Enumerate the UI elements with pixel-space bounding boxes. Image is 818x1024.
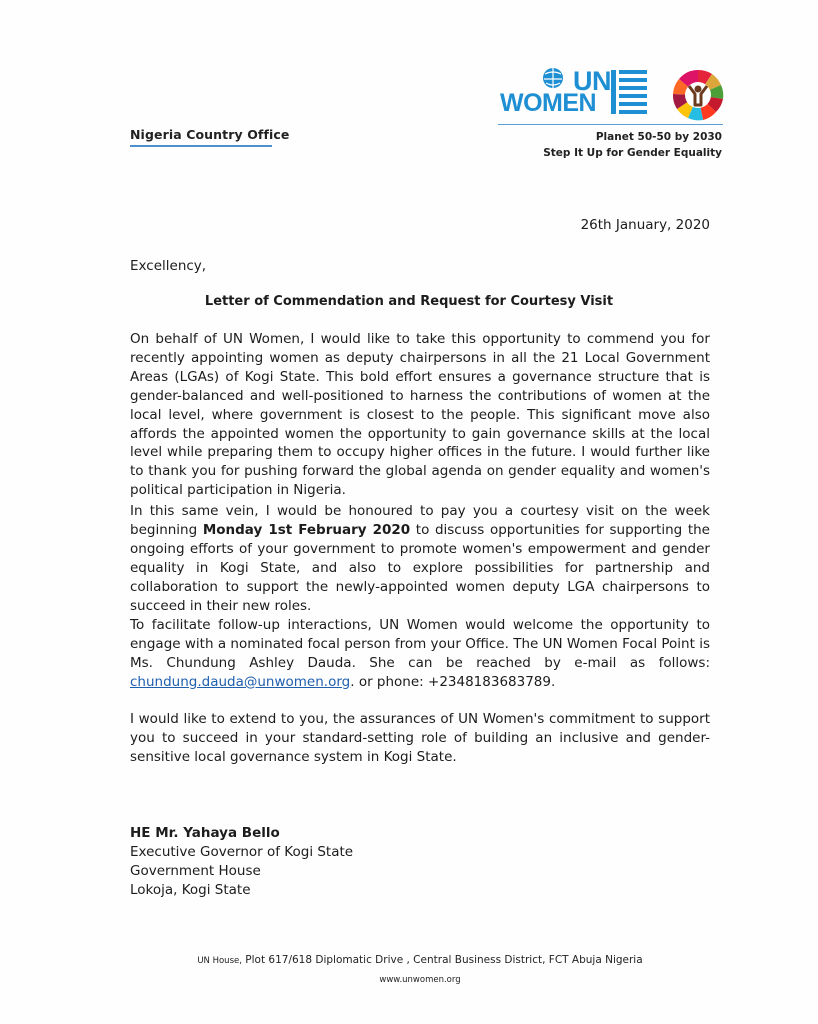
addressee-line-2: Government House — [130, 862, 261, 879]
office-underline — [130, 145, 272, 147]
addressee-name: HE Mr. Yahaya Bello — [130, 825, 280, 841]
logo-underline — [498, 124, 723, 125]
footer-address-text: Plot 617/618 Diplomatic Drive , Central Business District, FCT Abuja Nigeria — [241, 954, 643, 966]
paragraph-courtesy-visit — [130, 502, 710, 615]
p2-text-b: to discuss opportunities for supporting the ongoing efforts of your government to promote women's empowerment and gender equality in Kogi State, and also to explore possibilities for partnership and collaboration to support the newly-appointed women deputy LGA chairpersons to succeed in their new roles. — [130, 521, 710, 614]
paragraph-focal-point — [130, 616, 710, 692]
footer-un-house: UN House, — [197, 956, 242, 966]
logo-women-text: WOMEN — [500, 89, 597, 117]
addressee-line-3: Lokoja, Kogi State — [130, 881, 251, 898]
p2-text-a: In this same vein, I would be honoured to pay you a courtesy visit on the week beginning — [130, 503, 710, 538]
p3-text-b: . or phone: +2348183683789. — [350, 673, 556, 690]
tagline-planet: Planet 50-50 by 2030 — [595, 131, 722, 143]
addressee-line-1: Executive Governor of Kogi State — [130, 843, 354, 860]
office-name: Nigeria Country Office — [130, 127, 290, 142]
logo-un-text: UN — [573, 66, 611, 96]
addressee-block — [130, 824, 353, 900]
visit-date: Monday 1st February 2020 — [202, 521, 411, 538]
letter-date: 26th January, 2020 — [580, 217, 710, 233]
tagline-step-it-up: Step It Up for Gender Equality — [543, 147, 722, 159]
p3-text-a: To facilitate follow-up interactions, UN Women would welcome the opportunity to engage with a nominated focal person from your Office. The UN Women Focal Point is Ms. Chundung Ashley Dauda. She can be reached by e-mail as follows: — [130, 617, 710, 671]
letter-subject: Letter of Commendation and Request for Courtesy Visit — [204, 294, 614, 309]
footer-website[interactable]: www.unwomen.org — [379, 975, 461, 985]
email-link[interactable]: chundung.dauda@unwomen.org — [130, 673, 351, 690]
salutation: Excellency, — [130, 258, 207, 274]
footer-address — [0, 954, 818, 966]
paragraph-assurances: I would like to extend to you, the assurances of UN Women's commitment to support you to succeed in your standard-setting role of building an inclusive and gender-sensitive local governance system in Kogi State. — [130, 711, 710, 765]
paragraph-commendation: On behalf of UN Women, I would like to take this opportunity to commend you for recently appointing women as deputy chairpersons in all the 21 Local Government Areas (LGAs) of Kogi State. This bold effort ensures a governance structure that is gender-balanced and well-positioned to harness the contributions of women at the local level, where government is closest to the people. This significant move also affords the appointed women the opportunity to gain governance skills at the local level while preparing them to occupy higher offices in the future. I would further like to thank you for pushing forward the global agenda on gender equality and women's political participation in Nigeria. — [130, 331, 710, 499]
